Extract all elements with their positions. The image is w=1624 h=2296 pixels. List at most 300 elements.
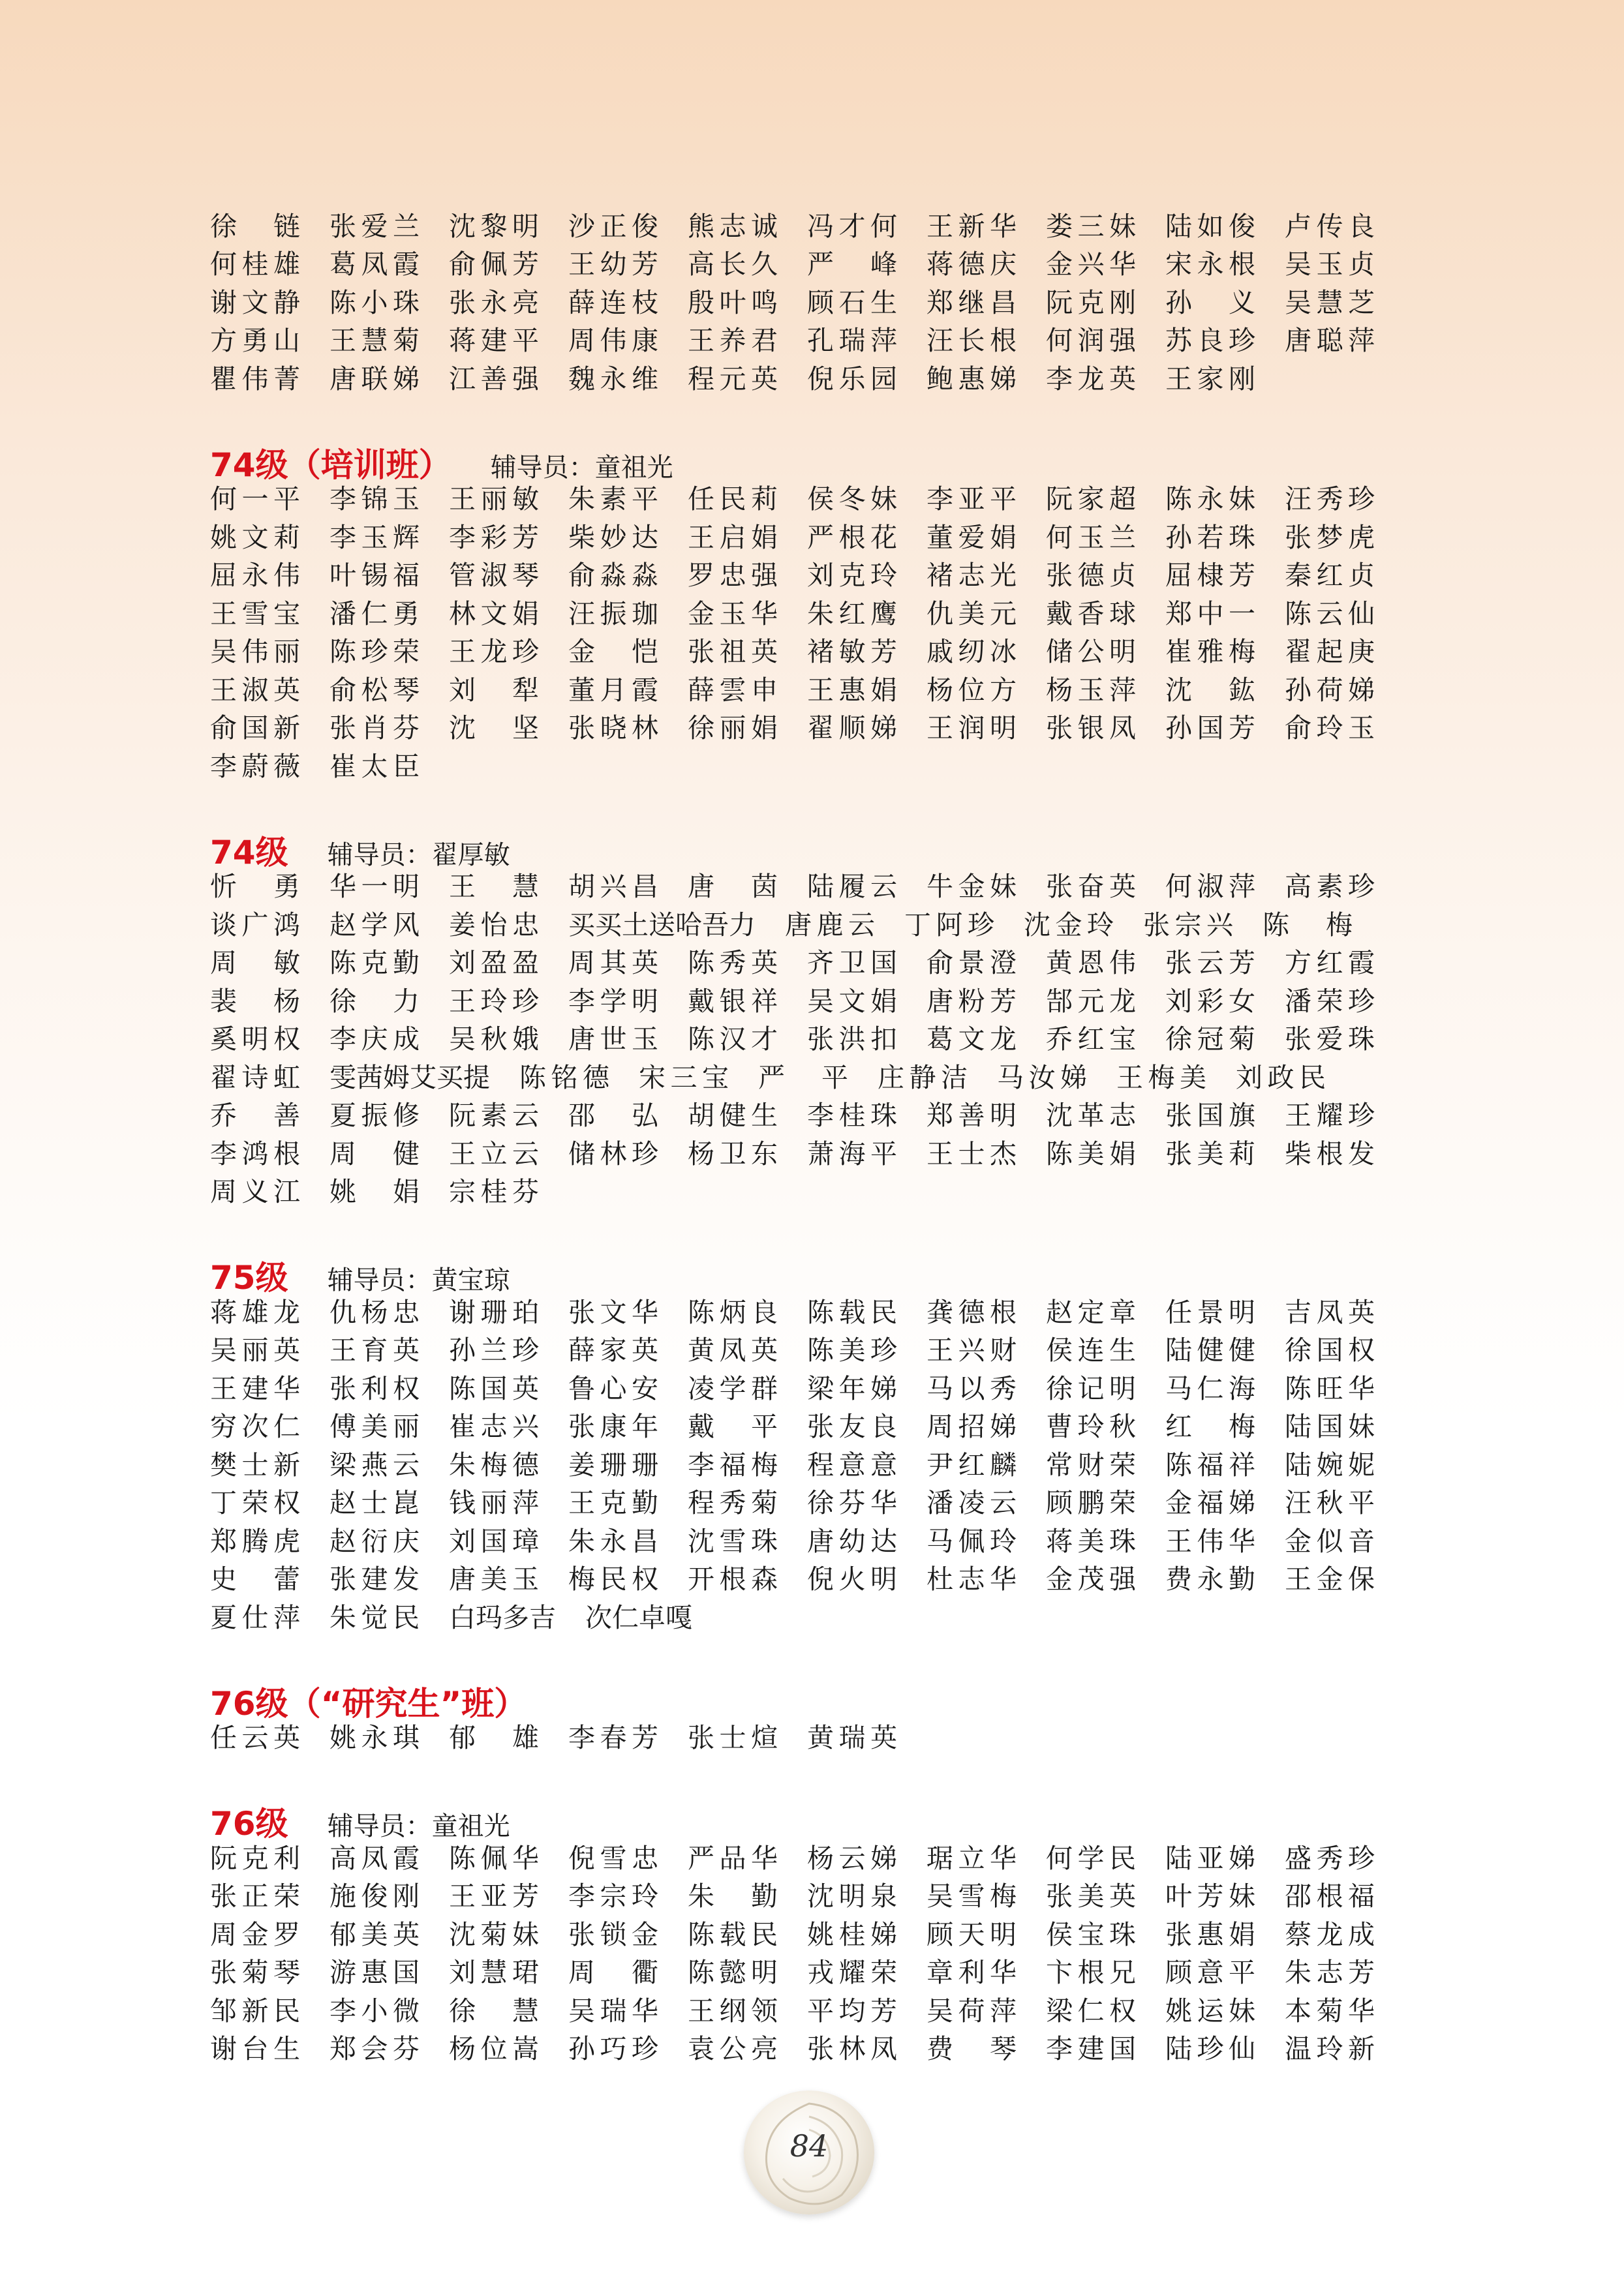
person-name: 程秀菊 [688, 1487, 778, 1519]
person-name: 王克勤 [568, 1487, 658, 1519]
person-name: 张林凤 [807, 2033, 897, 2065]
class-group [210, 207, 1385, 399]
person-name: 王龙珍 [449, 636, 539, 668]
person-name: 杨卫东 [688, 1138, 778, 1170]
person-name: 盛秀珍 [1285, 1842, 1375, 1874]
person-name: 谢台生 [210, 2033, 300, 2065]
person-name: 储公明 [1046, 636, 1136, 668]
person-name: 张爱珠 [1285, 1023, 1375, 1055]
name-row [210, 360, 1385, 399]
person-name: 张宗兴 [1143, 909, 1233, 941]
person-name: 娄三妹 [1046, 210, 1136, 242]
person-name: 李宗玲 [568, 1881, 658, 1912]
person-name: 俞景澄 [927, 947, 1017, 979]
name-row [210, 284, 1385, 322]
person-name: 柴根发 [1285, 1138, 1375, 1170]
person-name: 任民莉 [688, 483, 778, 515]
person-name: 陈佩华 [449, 1842, 539, 1874]
class-group [210, 1798, 1385, 2068]
person-name: 张建发 [329, 1563, 420, 1595]
person-name: 杨云娣 [807, 1842, 897, 1874]
person-name: 陈炳良 [688, 1296, 778, 1328]
person-name: 王淑英 [210, 674, 300, 706]
person-name: 姚桂娣 [807, 1918, 897, 1950]
person-name: 唐聪萍 [1285, 325, 1375, 357]
person-name: 何润强 [1046, 325, 1136, 357]
person-name: 王育英 [329, 1335, 420, 1367]
person-name: 郑中一 [1165, 597, 1255, 629]
person-name: 宋永根 [1165, 249, 1255, 280]
person-name: 周 健 [329, 1138, 420, 1170]
person-name: 徐 链 [210, 210, 300, 242]
person-name: 汪长根 [927, 325, 1017, 357]
person-name: 袁公亮 [688, 2033, 778, 2065]
person-name: 孙兰珍 [449, 1335, 539, 1367]
person-name: 张康年 [568, 1411, 658, 1443]
person-name: 卢传良 [1285, 210, 1375, 242]
person-name: 张银凤 [1046, 712, 1136, 744]
person-name: 庄静洁 [878, 1061, 968, 1093]
person-name: 张洪扣 [807, 1023, 897, 1055]
group-header [210, 1678, 1385, 1723]
group-title: 76级（“研究生”班） [210, 1684, 527, 1723]
person-name: 翟诗虹 [210, 1061, 300, 1093]
person-name: 姜怡忠 [449, 909, 539, 941]
person-name: 侯宝珠 [1046, 1918, 1136, 1950]
person-name: 俞淼淼 [568, 560, 658, 592]
person-name: 阮家超 [1046, 483, 1136, 515]
page-number: 84 [789, 2128, 829, 2164]
person-name: 李学明 [568, 985, 658, 1017]
person-name: 高凤霞 [329, 1842, 420, 1874]
person-name: 戎耀荣 [807, 1957, 897, 1989]
person-name: 蒋美珠 [1046, 1525, 1136, 1557]
name-row [210, 1446, 1385, 1485]
person-name: 陈永妹 [1165, 483, 1255, 515]
person-name: 潘凌云 [927, 1487, 1017, 1519]
person-name: 陆如俊 [1165, 210, 1255, 242]
person-name: 戚纫冰 [927, 636, 1017, 668]
person-name: 牛金妹 [927, 871, 1017, 903]
person-name: 张晓林 [568, 712, 658, 744]
person-name: 吴丽英 [210, 1335, 300, 1367]
person-name: 倪乐园 [807, 363, 897, 395]
person-name: 张惠娟 [1165, 1918, 1255, 1950]
person-name: 顾鹏荣 [1046, 1487, 1136, 1519]
person-name: 叶锡福 [329, 560, 420, 592]
group-header [210, 826, 1385, 871]
person-name: 张永亮 [449, 286, 539, 318]
person-name: 马以秀 [927, 1372, 1017, 1404]
person-name: 陈铭德 [519, 1061, 609, 1093]
person-name: 金似音 [1285, 1525, 1375, 1557]
person-name: 郑继昌 [927, 286, 1017, 318]
person-name: 严根花 [807, 521, 897, 553]
group-title: 74级（培训班） [210, 446, 452, 484]
person-name: 李庆成 [329, 1023, 420, 1055]
person-name: 邹新民 [210, 1995, 300, 2027]
person-name: 张云芳 [1165, 947, 1255, 979]
person-name: 徐记明 [1046, 1372, 1136, 1404]
name-row [210, 322, 1385, 361]
person-name: 顾天明 [927, 1918, 1017, 1950]
person-name: 温玲新 [1285, 2033, 1375, 2065]
person-name: 邵根福 [1285, 1881, 1375, 1912]
person-name: 黄凤英 [688, 1335, 778, 1367]
class-group [210, 1678, 1385, 1758]
person-name: 冯才何 [807, 210, 897, 242]
person-name: 孙荷娣 [1285, 674, 1375, 706]
person-name: 沈雪珠 [688, 1525, 778, 1557]
person-name: 陈懿明 [688, 1957, 778, 1989]
group-header [210, 1252, 1385, 1297]
person-name: 马仁海 [1165, 1372, 1255, 1404]
name-row [210, 710, 1385, 748]
name-row [210, 671, 1385, 710]
person-name: 金兴华 [1046, 249, 1136, 280]
person-name: 金 恺 [568, 636, 658, 668]
person-name: 刘盈盈 [449, 947, 539, 979]
person-name: 王金保 [1285, 1563, 1375, 1595]
person-name: 谢文静 [210, 286, 300, 318]
group-advisor: 辅导员：翟厚敏 [327, 839, 510, 870]
person-name: 陆珍仙 [1165, 2033, 1255, 2065]
name-row [210, 1021, 1385, 1059]
person-name: 史 蕾 [210, 1563, 300, 1595]
person-name: 宗桂芬 [449, 1176, 539, 1208]
group-header [210, 1798, 1385, 1843]
person-name: 江善强 [449, 363, 539, 395]
person-name: 程意意 [807, 1449, 897, 1481]
person-name: 吴玉贞 [1285, 249, 1375, 280]
person-name: 陈旺华 [1285, 1372, 1375, 1404]
person-name: 孙 义 [1165, 286, 1255, 318]
person-name: 忻 勇 [210, 871, 300, 903]
person-name: 王雪宝 [210, 597, 300, 629]
person-name: 郁 雄 [449, 1722, 539, 1754]
person-name: 孙巧珍 [568, 2033, 658, 2065]
name-row [210, 1878, 1385, 1916]
person-name: 梁年娣 [807, 1372, 897, 1404]
name-row [210, 595, 1385, 633]
person-name: 齐卫国 [807, 947, 897, 979]
person-name: 何桂雄 [210, 249, 300, 280]
person-name: 王玲珍 [449, 985, 539, 1017]
person-name: 丁阿珍 [904, 909, 994, 941]
class-group [210, 1599, 1385, 1637]
person-name: 郑会芬 [329, 2033, 420, 2065]
name-row [210, 1059, 1385, 1097]
name-row [210, 2031, 1385, 2069]
person-name: 薛连枝 [568, 286, 658, 318]
person-name: 王 慧 [449, 871, 539, 903]
person-name: 侯连生 [1046, 1335, 1136, 1367]
person-name: 乔 善 [210, 1100, 300, 1132]
person-name: 开根森 [688, 1563, 778, 1595]
person-name: 王士杰 [927, 1138, 1017, 1170]
person-name: 陈美娟 [1046, 1138, 1136, 1170]
person-name: 刘克玲 [807, 560, 897, 592]
person-name: 任景明 [1165, 1296, 1255, 1328]
person-name: 朱素平 [568, 483, 658, 515]
person-name: 刘 犁 [449, 674, 539, 706]
person-name: 蒋德庆 [927, 249, 1017, 280]
group-title: 76级 [210, 1805, 288, 1843]
person-name: 俞佩芳 [449, 249, 539, 280]
person-name: 沈 鈜 [1165, 674, 1255, 706]
person-name: 张梦虎 [1285, 521, 1375, 553]
person-name: 曹玲秋 [1046, 1411, 1136, 1443]
person-name: 朱觉民 [329, 1601, 420, 1633]
person-name: 郜元龙 [1046, 985, 1136, 1017]
group-header [210, 439, 1385, 484]
person-name: 陈美珍 [807, 1335, 897, 1367]
person-name: 朱红鹰 [807, 597, 897, 629]
person-name: 王润明 [927, 712, 1017, 744]
person-name: 王慧菊 [329, 325, 420, 357]
name-row [210, 906, 1385, 944]
person-name: 凌学群 [688, 1372, 778, 1404]
person-name: 戴 平 [688, 1411, 778, 1443]
person-name: 鲍惠娣 [927, 363, 1017, 395]
person-name: 陈小珠 [329, 286, 420, 318]
group-title: 75级 [210, 1259, 288, 1297]
name-row [210, 1097, 1385, 1136]
name-row [210, 246, 1385, 284]
person-name: 王养君 [688, 325, 778, 357]
person-name: 严 平 [758, 1061, 848, 1093]
person-name: 夏仕萍 [210, 1601, 300, 1633]
person-name: 董爱娟 [927, 521, 1017, 553]
name-row [210, 944, 1385, 983]
person-name: 苏良珍 [1165, 325, 1255, 357]
person-name: 戴香球 [1046, 597, 1136, 629]
person-name: 吴荷萍 [927, 1995, 1017, 2027]
person-name: 赵定章 [1046, 1296, 1136, 1328]
person-name: 翟起庚 [1285, 636, 1375, 668]
person-name: 倪雪忠 [568, 1842, 658, 1874]
person-name: 王梅美 [1116, 1061, 1206, 1093]
person-name: 郑腾虎 [210, 1525, 300, 1557]
person-name: 萧海平 [807, 1138, 897, 1170]
person-name: 郁美英 [329, 1918, 420, 1950]
person-name: 杜志华 [927, 1563, 1017, 1595]
person-name: 赵学风 [329, 909, 420, 941]
person-name: 王启娟 [688, 521, 778, 553]
person-name: 龚德根 [927, 1296, 1017, 1328]
person-name: 褚敏芳 [807, 636, 897, 668]
name-row [210, 1522, 1385, 1561]
person-name: 张锁金 [568, 1918, 658, 1950]
person-name: 朱永昌 [568, 1525, 658, 1557]
person-name: 沈菊妹 [449, 1918, 539, 1950]
person-name: 汪秋平 [1285, 1487, 1375, 1519]
person-name: 陈国英 [449, 1372, 539, 1404]
person-name: 刘彩女 [1165, 985, 1255, 1017]
person-name: 蒋建平 [449, 325, 539, 357]
person-name: 胡健生 [688, 1100, 778, 1132]
person-name: 李亚平 [927, 483, 1017, 515]
person-name: 徐芬华 [807, 1487, 897, 1519]
person-name: 徐国权 [1285, 1335, 1375, 1367]
person-name: 仇杨忠 [329, 1296, 420, 1328]
person-name: 陈秀英 [688, 947, 778, 979]
person-name: 陆国妹 [1285, 1411, 1375, 1443]
person-name: 李桂珠 [807, 1100, 897, 1132]
person-name: 王纲领 [688, 1995, 778, 2027]
person-name: 张爱兰 [329, 210, 420, 242]
person-name: 顾石生 [807, 286, 897, 318]
name-row [210, 748, 1385, 786]
name-row [210, 1719, 1385, 1758]
person-name: 陆健健 [1165, 1335, 1255, 1367]
class-group [210, 1252, 1385, 1599]
person-name: 黄恩伟 [1046, 947, 1136, 979]
person-name: 戴银祥 [688, 985, 778, 1017]
person-name: 周金罗 [210, 1918, 300, 1950]
person-name: 奚明权 [210, 1023, 300, 1055]
person-name: 张正荣 [210, 1881, 300, 1912]
person-name: 倪火明 [807, 1563, 897, 1595]
person-name: 樊士新 [210, 1449, 300, 1481]
person-name: 吴瑞华 [568, 1995, 658, 2027]
person-name: 唐粉芳 [927, 985, 1017, 1017]
person-name: 沈 坚 [449, 712, 539, 744]
person-name: 雯茜姆艾买提 [329, 1061, 490, 1093]
person-name: 刘政民 [1236, 1061, 1326, 1093]
person-name: 陈 梅 [1263, 909, 1353, 941]
person-name: 汪秀珍 [1285, 483, 1375, 515]
name-row [210, 1561, 1385, 1599]
person-name: 葛凤霞 [329, 249, 420, 280]
person-name: 王伟华 [1165, 1525, 1255, 1557]
person-name: 何玉兰 [1046, 521, 1136, 553]
name-row [210, 1173, 1385, 1212]
person-name: 王建华 [210, 1372, 300, 1404]
person-name: 周招娣 [927, 1411, 1017, 1443]
person-name: 金茂强 [1046, 1563, 1136, 1595]
person-name: 吴伟丽 [210, 636, 300, 668]
person-name: 张肖芬 [329, 712, 420, 744]
person-name: 梅民权 [568, 1563, 658, 1595]
person-name: 周义江 [210, 1176, 300, 1208]
person-name: 刘慧珺 [449, 1957, 539, 1989]
person-name: 吉凤英 [1285, 1296, 1375, 1328]
person-name: 唐幼达 [807, 1525, 897, 1557]
person-name: 黄瑞英 [807, 1722, 897, 1754]
class-group [210, 826, 1385, 1212]
person-name: 陈载民 [807, 1296, 897, 1328]
person-name: 任云英 [210, 1722, 300, 1754]
person-name: 张祖英 [688, 636, 778, 668]
person-name: 严 峰 [807, 249, 897, 280]
person-name: 李鸿根 [210, 1138, 300, 1170]
person-name: 陈汉才 [688, 1023, 778, 1055]
person-name: 周伟康 [568, 325, 658, 357]
person-name: 唐美玉 [449, 1563, 539, 1595]
person-name: 金玉华 [688, 597, 778, 629]
person-name: 管淑琴 [449, 560, 539, 592]
person-name: 卞根兄 [1046, 1957, 1136, 1989]
person-name: 潘荣珍 [1285, 985, 1375, 1017]
person-name: 红 梅 [1165, 1411, 1255, 1443]
name-row [210, 633, 1385, 672]
name-row [210, 481, 1385, 519]
person-name: 周 衢 [568, 1957, 658, 1989]
person-name: 梁燕云 [329, 1449, 420, 1481]
person-name: 瞿伟菁 [210, 363, 300, 395]
person-name: 周 敏 [210, 947, 300, 979]
person-name: 尹红麟 [927, 1449, 1017, 1481]
person-name: 张文华 [568, 1296, 658, 1328]
person-name: 张利权 [329, 1372, 420, 1404]
person-name: 沈金玲 [1024, 909, 1114, 941]
person-name: 吴雪梅 [927, 1881, 1017, 1912]
person-name: 董月霞 [568, 674, 658, 706]
person-name: 薛雲申 [688, 674, 778, 706]
person-name: 郑善明 [927, 1100, 1017, 1132]
person-name: 张友良 [807, 1411, 897, 1443]
person-name: 陈克勤 [329, 947, 420, 979]
person-name: 秦红贞 [1285, 560, 1375, 592]
person-name: 侯冬妹 [807, 483, 897, 515]
person-name: 唐世玉 [568, 1023, 658, 1055]
person-name: 唐 茵 [688, 871, 778, 903]
person-name: 买买土送哈吾力 [568, 909, 756, 941]
person-name: 李建国 [1046, 2033, 1136, 2065]
person-name: 穷次仁 [210, 1411, 300, 1443]
person-name: 唐联娣 [329, 363, 420, 395]
person-name: 吴慧芝 [1285, 286, 1375, 318]
name-row [210, 519, 1385, 557]
person-name: 陈福祥 [1165, 1449, 1255, 1481]
person-name: 何一平 [210, 483, 300, 515]
person-name: 翟顺娣 [807, 712, 897, 744]
person-name: 吴文娟 [807, 985, 897, 1017]
person-name: 王新华 [927, 210, 1017, 242]
person-name: 杨位方 [927, 674, 1017, 706]
person-name: 平均芳 [807, 1995, 897, 2027]
name-row [210, 868, 1385, 907]
person-name: 屈永伟 [210, 560, 300, 592]
person-name: 华一明 [329, 871, 420, 903]
person-name: 姚永琪 [329, 1722, 420, 1754]
person-name: 马佩玲 [927, 1525, 1017, 1557]
person-name: 刘国璋 [449, 1525, 539, 1557]
name-row [210, 557, 1385, 596]
person-name: 朱梅德 [449, 1449, 539, 1481]
person-name: 胡兴昌 [568, 871, 658, 903]
person-name: 蒋雄龙 [210, 1296, 300, 1328]
person-name: 崔雅梅 [1165, 636, 1255, 668]
person-name: 费永勤 [1165, 1563, 1255, 1595]
person-name: 姚文莉 [210, 521, 300, 553]
person-name: 阮克刚 [1046, 286, 1136, 318]
person-name: 王兴财 [927, 1335, 1017, 1367]
name-row [210, 1954, 1385, 1993]
group-advisor: 辅导员：黄宝琼 [327, 1265, 510, 1295]
name-row [210, 1992, 1385, 2031]
person-name: 朱 勤 [688, 1881, 778, 1912]
person-name: 阮克利 [210, 1842, 300, 1874]
person-name: 陆婉妮 [1285, 1449, 1375, 1481]
person-name: 阮素云 [449, 1100, 539, 1132]
person-name: 崔志兴 [449, 1411, 539, 1443]
name-row [210, 1332, 1385, 1370]
person-name: 李玉辉 [329, 521, 420, 553]
person-name: 陆履云 [807, 871, 897, 903]
name-row [210, 1839, 1385, 1878]
